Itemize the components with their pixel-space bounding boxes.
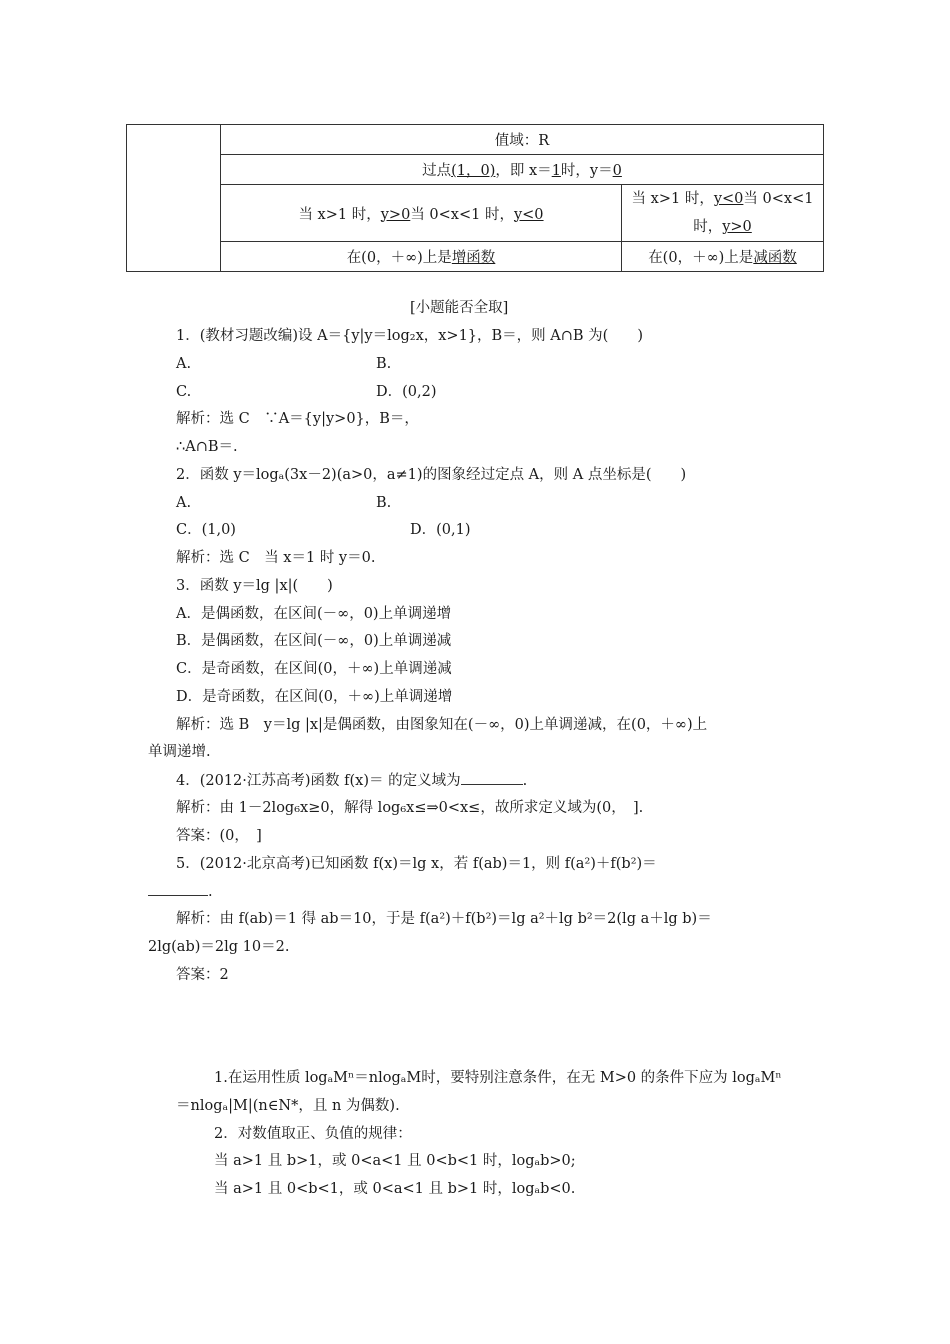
q4-answer-blank — [461, 770, 523, 785]
q3-option-c: C．是奇函数，在区间(0，＋∞)上单调递减 — [176, 661, 452, 677]
mono-dec-word: 减函数 — [753, 250, 797, 266]
note-2: 2．对数值取正、负值的规律： — [214, 1126, 412, 1142]
q1-solution-2: ∴A∩B＝. — [176, 439, 238, 455]
mono-inc-word: 增函数 — [451, 250, 496, 266]
sign-inc-text-a: 当 x>1 时， — [298, 206, 381, 223]
fixed-point-mid2: 时，y＝ — [560, 163, 613, 179]
note-2-rule-negative: 当 a>1 且 0<b<1，或 0<a<1 且 b>1 时，logₐb<0. — [214, 1181, 576, 1197]
monotonic-increasing-cell — [221, 242, 622, 272]
sign-inc-text-d: y<0 — [513, 206, 544, 223]
q2-option-c: C．(1,0) — [176, 522, 236, 538]
sign-dec-text-d: 时， — [693, 219, 723, 235]
note-2-rule-positive: 当 a>1 且 b>1，或 0<a<1 且 0<b<1 时，logₐb>0; — [214, 1153, 576, 1169]
question-4 — [176, 770, 527, 791]
fixed-point-prefix: 过点 — [422, 163, 452, 179]
q4-answer: 答案：(0， ] — [176, 828, 262, 844]
q4-text: 4．(2012·江苏高考)函数 f(x)＝ 的定义域为 — [176, 773, 461, 789]
fixed-point-mid: ，即 x＝ — [495, 163, 552, 179]
q2-option-d: D．(0,1) — [410, 522, 471, 538]
q1-solution-1: 解析：选 C ∵A＝{y|y>0}，B＝， — [176, 411, 419, 427]
sign-dec-text-e: y>0 — [722, 219, 752, 235]
note-1: 1.在运用性质 logₐMⁿ＝nlogₐM时，要特别注意条件，在无 M>0 的条件下应为 logₐMⁿ — [214, 1070, 782, 1086]
q5-answer: 答案：2 — [176, 967, 229, 983]
section-title: [小题能否全取] — [410, 300, 509, 316]
q2-solution: 解析：选 C 当 x＝1 时 y＝0. — [176, 550, 376, 566]
q3-option-a: A．是偶函数，在区间(－∞，0)上单调递增 — [176, 606, 452, 622]
q4-end: . — [522, 773, 528, 789]
q4-solution: 解析：由 1－2log₆x≥0，解得 log₆x≤⇒0<x≤，故所求定义域为(0， ]. — [176, 800, 644, 816]
fixed-point-coords: (1，0) — [451, 163, 496, 179]
table-empty-cell — [127, 125, 221, 272]
q5-blank-line — [148, 881, 213, 902]
q1-option-d: D．(0,2) — [376, 384, 437, 400]
q5-answer-blank — [148, 881, 208, 896]
q2-option-b: B. — [376, 495, 392, 511]
q5-solution-1: 解析：由 f(ab)＝1 得 ab＝10，于是 f(a²)＋f(b²)＝lg a²＋lg b²＝2(lg a＋lg b)＝ — [176, 911, 712, 927]
question-2: 2．函数 y＝logₐ(3x－2)(a>0，a≠1)的图象经过定点 A，则 A 点坐标是( ) — [176, 467, 687, 483]
q1-option-b: B. — [376, 356, 392, 372]
note-1-continued: ＝nlogₐ|M|(n∈N*，且 n 为偶数). — [176, 1098, 400, 1114]
q3-option-d: D．是奇函数，在区间(0，＋∞)上单调递增 — [176, 689, 453, 705]
question-1: 1．(教材习题改编)设 A＝{y|y＝log₂x，x>1}，B＝，则 A∩B 为( ) — [176, 328, 643, 344]
question-5: 5．(2012·北京高考)已知函数 f(x)＝lg x，若 f(ab)＝1，则 f(a²)＋f(b²)＝ — [176, 856, 657, 872]
q1-option-c: C. — [176, 384, 192, 400]
q3-solution-2: 单调递增. — [148, 744, 211, 760]
q5-solution-2: 2lg(ab)＝2lg 10＝2. — [148, 939, 290, 955]
q5-end: . — [208, 884, 213, 900]
fixed-point-cell — [221, 155, 824, 185]
sign-dec-text-a: 当 x>1 时， — [631, 191, 714, 207]
monotonic-decreasing-cell — [622, 242, 824, 272]
q3-solution-1: 解析：选 B y＝lg |x|是偶函数，由图象知在(－∞，0)上单调递减，在(0，＋∞)上 — [176, 717, 708, 733]
log-properties-table — [126, 124, 824, 272]
question-3: 3．函数 y＝lg |x|( ) — [176, 578, 333, 594]
sign-increasing-cell — [221, 185, 622, 242]
q2-option-a: A. — [176, 495, 192, 511]
sign-inc-text-b: y>0 — [380, 206, 411, 223]
mono-inc-text: 在(0，＋∞)上是 — [346, 250, 452, 266]
mono-dec-text: 在(0，＋∞)上是 — [648, 250, 754, 266]
sign-inc-text-c: 当 0<x<1 时， — [410, 206, 514, 223]
sign-decreasing-cell — [622, 185, 824, 242]
q3-option-b: B．是偶函数，在区间(－∞，0)上单调递减 — [176, 633, 452, 649]
q1-option-a: A. — [176, 356, 192, 372]
sign-dec-text-c: 当 0<x<1 — [743, 191, 814, 207]
fixed-point-x: 1 — [551, 163, 561, 179]
range-cell: 值域：R — [221, 125, 824, 155]
sign-dec-text-b: y<0 — [713, 191, 744, 207]
fixed-point-y: 0 — [612, 163, 622, 179]
